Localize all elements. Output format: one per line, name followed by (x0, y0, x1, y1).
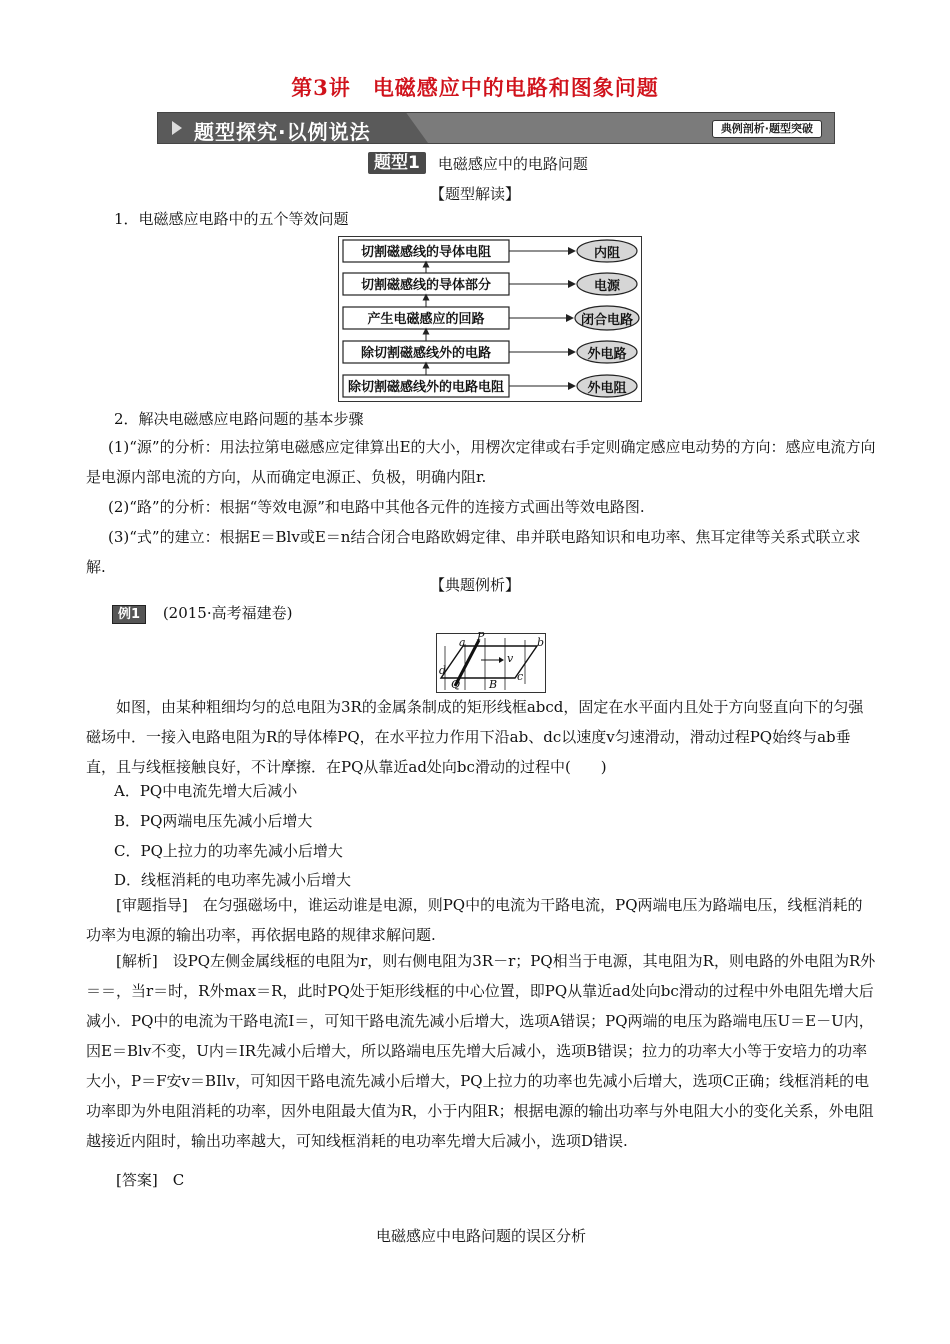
step-1: (1)“源”的分析：用法拉第电磁感应定律算出E的大小，用楞次定律或右手定则确定感应电动势的方向：感应电流方向是电源内部电流的方向，从而确定电源正、负极，明确内阻r. (86, 438, 876, 486)
title-lecture-number: 第3讲 (291, 75, 351, 100)
title-text: 电磁感应中的电路和图象问题 (372, 75, 659, 100)
steps-block (86, 432, 876, 582)
analysis-block (86, 946, 876, 1156)
label-d: d (439, 664, 447, 677)
velocity-arrowhead (499, 657, 504, 663)
item-2: 2．解决电磁感应电路问题的基本步骤 (114, 410, 364, 428)
label-q: Q (451, 678, 461, 691)
flow-left-label-5: 除切割磁感线外的电路电阻 (347, 380, 504, 395)
step-3: (3)“式”的建立：根据E＝Blv或E＝n结合闭合电路欧姆定律、串并联电路知识和电功率、焦耳定律等关系式联立求解. (86, 528, 861, 576)
option-c: C．PQ上拉力的功率先减小后增大 (114, 842, 343, 860)
banner-tag: 典例剖析·题型突破 (712, 120, 822, 138)
example-heading: 【典题例析】 (429, 576, 520, 594)
circuit-figure (436, 630, 546, 693)
example-badge: 例1 (112, 605, 146, 624)
type-badge: 题型1 (368, 152, 426, 174)
question-text: 如图，由某种粗细均匀的总电阻为3R的金属条制成的矩形线框abcd，固定在水平面内且处于方向竖直向下的匀强磁场中．一接入电路电阻为R的导体棒PQ，在水平拉力作用下沿ab、dc以速度v匀速滑动，滑动过程PQ始终与ab垂直，且与线框接触良好，不计摩擦．在PQ从靠近ad处向bc滑动的过程中( ) (86, 698, 864, 776)
footer-heading: 电磁感应中电路问题的误区分析 (376, 1227, 587, 1245)
label-c: c (517, 670, 524, 683)
option-d: D．线框消耗的电功率先减小后增大 (114, 871, 352, 889)
analysis-text: [解析] 设PQ左侧金属线框的电阻为r，则右侧电阻为3R－r；PQ相当于电源，其电阻为R，则电路的外电阻为R外＝＝，当r＝时，R外max＝R，此时PQ处于矩形线框的中心位置，即PQ从靠近ad处向bc滑动的过程中外电阻先增大后减小．PQ中的电流为干路电流I＝，可知干路电流先减小后增大，选项A错误；PQ两端的电压为路端电压U＝E－U内，因E＝Blv不变，U内＝IR先减小后增大，所以路端电压先增大后减小，选项B错误；拉力的功率大小等于安培力的功率大小，P＝F安v＝BIlv，可知因干路电流先减小后增大，PQ上拉力的功率也先减小后增大，选项C正确；线框消耗的电功率即为外电阻消耗的功率，因外电阻最大值为R，小于内阻R；根据电源的输出功率与外电阻大小的变化关系，外电阻越接近内阻时，输出功率越大，可知线框消耗的电功率先增大后减小，选项D错误. (86, 952, 876, 1150)
type-heading (368, 152, 588, 178)
flow-right-label-1: 内阻 (593, 246, 620, 261)
label-field-b: B (489, 678, 498, 691)
flow-right-label-2: 电源 (593, 279, 620, 294)
option-a: A．PQ中电流先增大后减小 (114, 782, 298, 800)
example-header (112, 602, 292, 624)
guide-text: [审题指导] 在匀强磁场中，谁运动谁是电源，则PQ中的电流为干路电流，PQ两端电压为路端电压，线框消耗的功率为电源的输出功率，再依据电路的规律求解问题. (86, 896, 863, 944)
flow-left-label-1: 切割磁感线的导体电阻 (360, 245, 491, 260)
option-b: B．PQ两端电压先减小后增大 (114, 812, 313, 830)
flow-left-label-3: 产生电磁感应的回路 (367, 312, 485, 327)
page-title (0, 72, 950, 102)
interpretation-heading: 【题型解读】 (429, 185, 520, 203)
flow-right-label-4: 外电路 (587, 347, 627, 362)
flow-left-label-4: 除切割磁感线外的电路 (360, 346, 491, 361)
flow-right-label-3: 闭合电路 (580, 313, 633, 328)
label-v: v (507, 652, 514, 665)
step-2: (2)“路”的分析：根据“等效电源”和电路中其他各元件的连接方式画出等效电路图. (108, 498, 645, 516)
banner-arrow-icon (172, 121, 182, 135)
guide-block (86, 890, 876, 950)
label-b: b (537, 636, 545, 649)
flow-right-label-5: 外电阻 (587, 381, 627, 396)
flow-left-label-2: 切割磁感线的导体部分 (360, 278, 491, 293)
type-title: 电磁感应中的电路问题 (437, 154, 588, 173)
section-banner (157, 112, 835, 144)
equivalence-flowchart (338, 236, 642, 402)
label-a: a (459, 636, 466, 649)
question-block (86, 692, 876, 782)
answer-line: [答案] C (116, 1171, 185, 1189)
item-1: 1．电磁感应电路中的五个等效问题 (114, 210, 349, 228)
label-p: P (477, 630, 485, 643)
banner-title: 题型探究·以例说法 (194, 120, 371, 144)
example-source: (2015·高考福建卷) (162, 604, 293, 622)
